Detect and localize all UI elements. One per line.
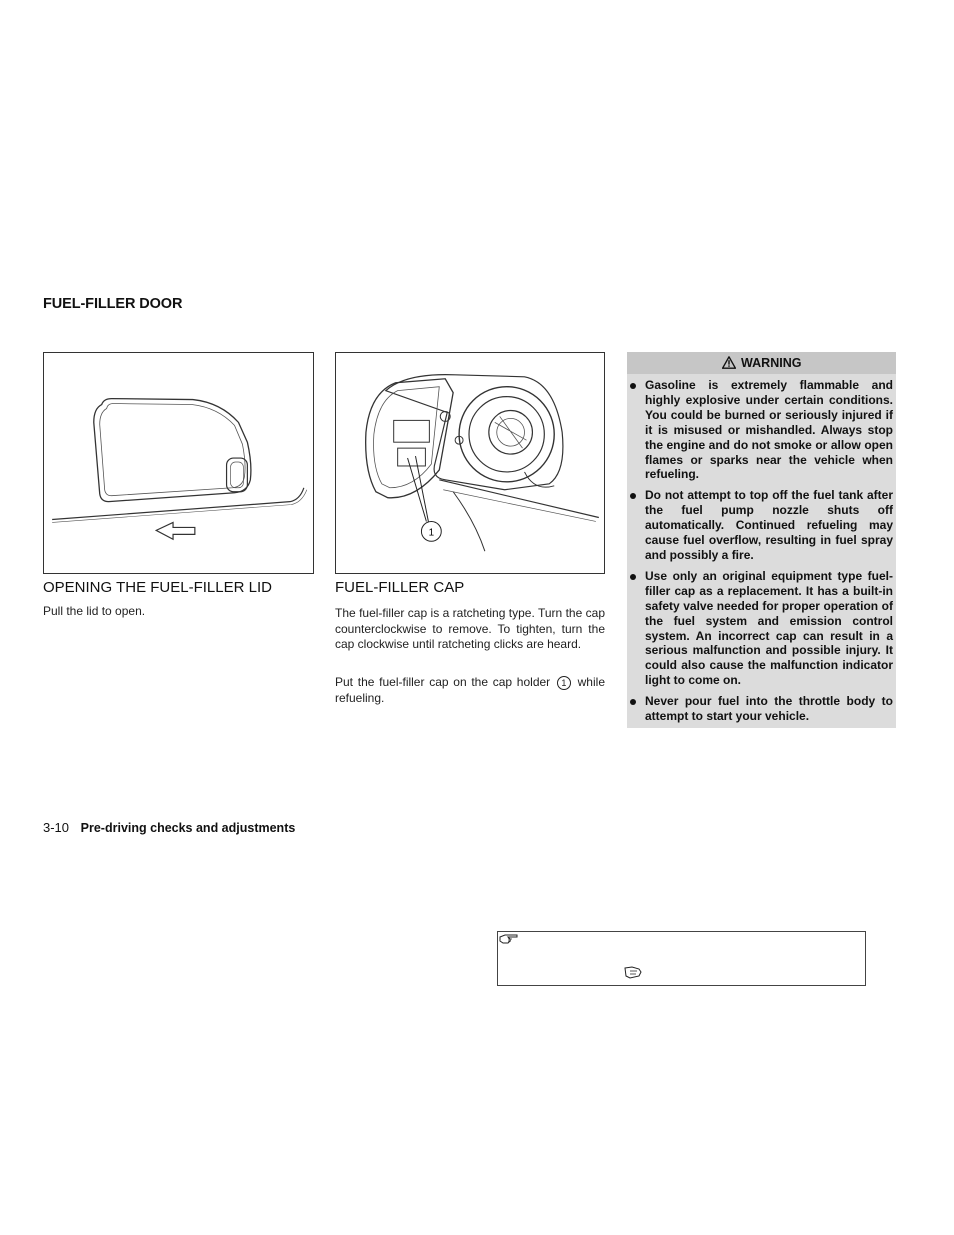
- page-number: 3-10: [43, 820, 70, 835]
- warning-title: WARNING: [741, 356, 802, 370]
- warning-item: [627, 694, 893, 724]
- warning-list: [627, 374, 896, 724]
- opening-text: Pull the lid to open.: [43, 604, 146, 618]
- warning-item: [627, 378, 893, 482]
- page-footer: [43, 820, 295, 835]
- note-box: [497, 931, 866, 986]
- chapter-title: Pre-driving checks and adjustments: [80, 821, 296, 835]
- fuel-lid-illustration: [44, 353, 313, 573]
- cap-heading: FUEL-FILLER CAP: [335, 579, 465, 596]
- warning-item: [627, 488, 893, 563]
- bullet-icon: [630, 493, 636, 499]
- callout-label: 1: [428, 527, 435, 539]
- fuel-cap-illustration: [336, 353, 604, 573]
- warning-item-text: Never pour fuel into the throttle body to attempt to start your vehicle.: [645, 694, 893, 724]
- pointing-hand-icon: [499, 933, 519, 947]
- fuel-lid-figure: [43, 352, 314, 574]
- warning-item-text: Use only an original equipment type fuel-filler cap as a replacement. It has a built-in safety valve needed for proper operation of the fuel system and emission control system. An incorrect cap can result in a serious malfunction and possible injury. It could also cause the malfunction indicator light to come on.: [645, 568, 893, 688]
- section-title: FUEL-FILLER DOOR: [43, 296, 183, 312]
- warning-triangle-icon: [722, 356, 736, 369]
- cap-paragraph-2-end: while refueling.: [335, 675, 605, 705]
- fuel-lid-outline: [94, 399, 251, 502]
- cap-paragraph-1: The fuel-filler cap is a ratcheting type. Turn the cap counterclockwise to remove. To tighten, turn the cap clockwise until ratcheting clicks are heard.: [335, 606, 605, 651]
- warning-item-text: Gasoline is extremely flammable and highly explosive under certain conditions. You could be burned or seriously injured if it is misused or mishandled. Always stop the engine and do not smoke or allow open flames or sparks near the vehicle when refueling.: [645, 378, 893, 482]
- warning-header: [627, 352, 896, 374]
- bullet-icon: [630, 699, 636, 705]
- bullet-icon: [630, 574, 636, 580]
- cap-holder-marker: 1: [557, 676, 571, 690]
- warning-item-text: Do not attempt to top off the fuel tank after the fuel pump nozzle shuts off automatically. Continued refueling may cause fuel overflow, resulting in fuel spray and possibly a fire.: [645, 488, 893, 562]
- arrow-left-icon: [156, 522, 195, 539]
- warning-item: [627, 569, 893, 688]
- cap-paragraph-2-start: Put the fuel-filler cap on the cap holder: [335, 675, 551, 689]
- hand-icon: [624, 966, 642, 979]
- cap-paragraph-2: [335, 675, 605, 706]
- fuel-cap: [489, 410, 533, 454]
- cap-holder: [398, 448, 426, 466]
- opening-heading: OPENING THE FUEL-FILLER LID: [43, 579, 272, 596]
- fuel-cap-figure: [335, 352, 605, 574]
- bullet-icon: [630, 383, 636, 389]
- warning-box: [627, 352, 896, 728]
